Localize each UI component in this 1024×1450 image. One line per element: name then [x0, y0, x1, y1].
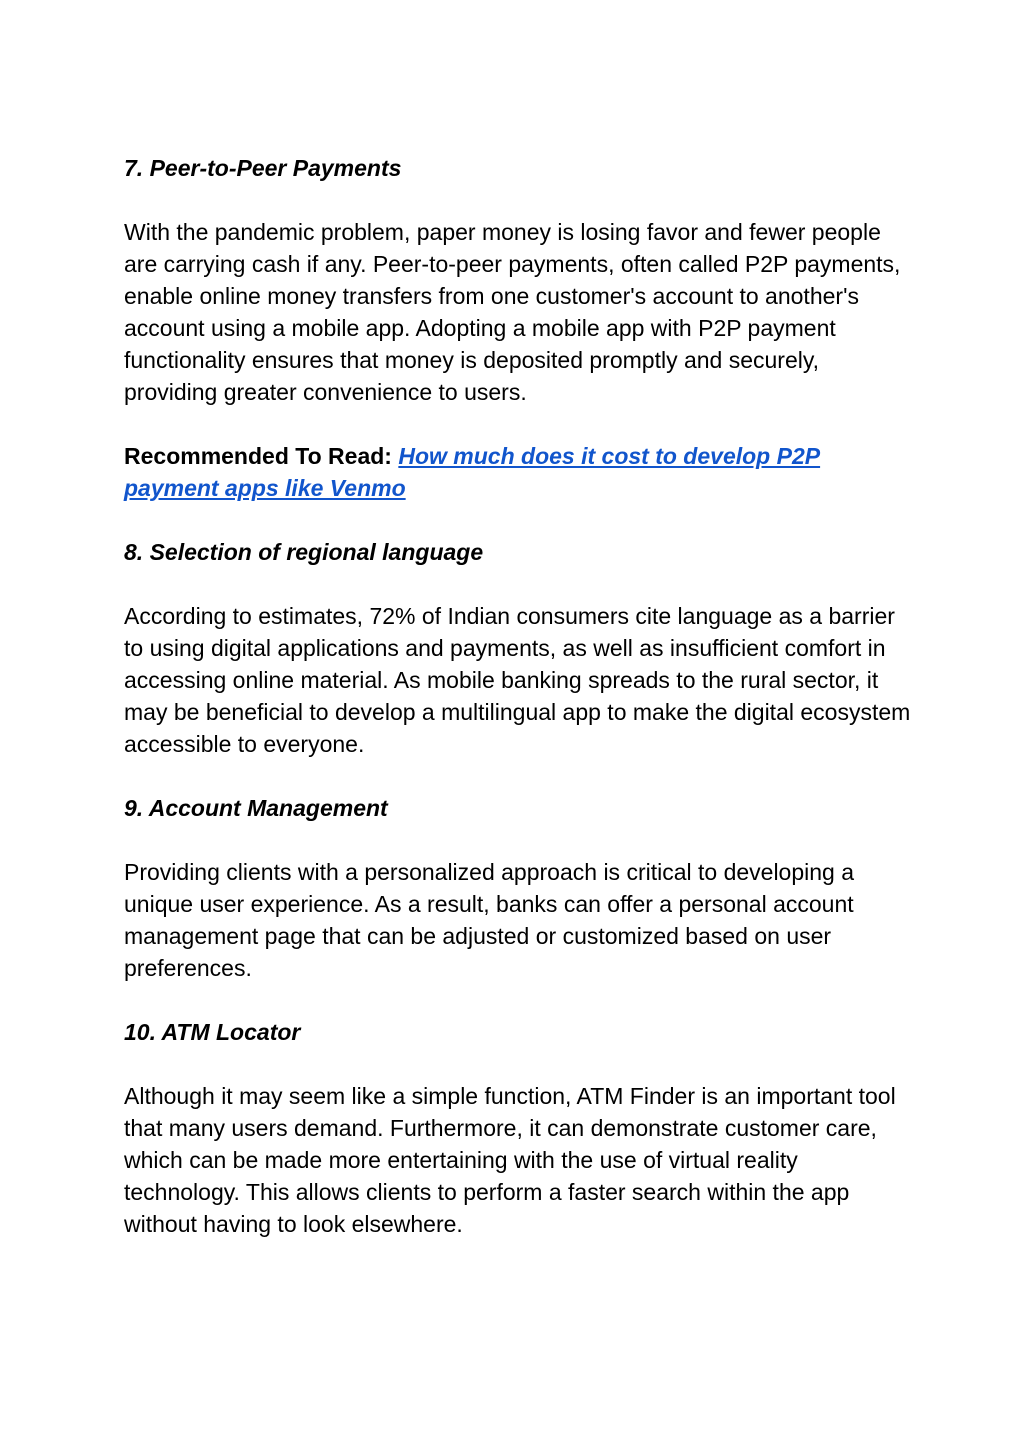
spacer — [124, 184, 914, 216]
section-heading-regional-language: 8. Selection of regional language — [124, 539, 484, 565]
spacer — [124, 984, 914, 1016]
document-page — [124, 152, 914, 1240]
spacer — [124, 760, 914, 792]
section-heading-account-management: 9. Account Management — [124, 795, 388, 821]
section-body-account-management: Providing clients with a personalized approach is critical to developing a unique user experience. As a result, banks can offer a personal account management page that can be adjusted or customized based on user preferences. — [124, 859, 855, 981]
spacer — [124, 408, 914, 440]
spacer — [124, 504, 914, 536]
recommended-article-link[interactable]: How much does it cost to develop P2P payment apps like Venmo — [124, 443, 821, 501]
section-body-atm-locator: Although it may seem like a simple function, ATM Finder is an important tool that many users demand. Furthermore, it can demonstrate customer care, which can be made more entertaining with the use of virtual reality technology. This allows clients to perform a faster search within the app without having to look elsewhere. — [124, 1083, 896, 1237]
recommended-label: Recommended To Read: — [124, 443, 392, 469]
recommended-to-read — [124, 440, 914, 504]
spacer — [124, 568, 914, 600]
spacer — [124, 1048, 914, 1080]
section-body-regional-language: According to estimates, 72% of Indian consumers cite language as a barrier to using digital applications and payments, as well as insufficient comfort in accessing online material. As mobile banking spreads to the rural sector, it may be beneficial to develop a multilingual app to make the digital ecosystem accessible to everyone. — [124, 603, 911, 757]
section-body-p2p-payments: With the pandemic problem, paper money is losing favor and fewer people are carrying cash if any. Peer-to-peer payments, often called P2P payments, enable online money transfers from one customer's account to another's account using a mobile app. Adopting a mobile app with P2P payment functionality ensures that money is deposited promptly and securely, providing greater convenience to users. — [124, 219, 901, 405]
spacer — [124, 824, 914, 856]
section-heading-atm-locator: 10. ATM Locator — [124, 1019, 301, 1045]
section-heading-p2p-payments: 7. Peer-to-Peer Payments — [124, 155, 402, 181]
